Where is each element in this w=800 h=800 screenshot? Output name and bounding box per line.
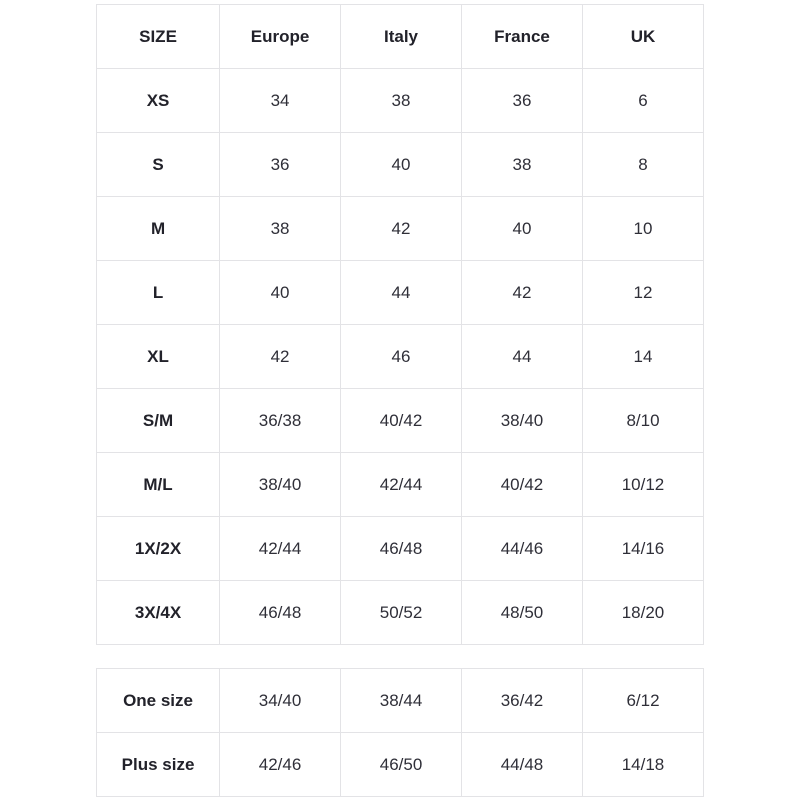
cell-europe: 42/46	[220, 733, 341, 797]
cell-uk: 14/18	[582, 733, 703, 797]
table-row	[97, 389, 704, 453]
cell-france: 36	[462, 69, 583, 133]
cell-italy: 38/44	[341, 669, 462, 733]
table-row	[97, 733, 704, 797]
cell-size: One size	[97, 669, 220, 733]
cell-italy: 40	[341, 133, 462, 197]
cell-uk: 6	[582, 69, 703, 133]
table-row	[97, 581, 704, 645]
cell-uk: 18/20	[582, 581, 703, 645]
column-header-europe: Europe	[220, 5, 341, 69]
column-header-italy: Italy	[341, 5, 462, 69]
cell-italy: 46/48	[341, 517, 462, 581]
table-row	[97, 669, 704, 733]
cell-size: XS	[97, 69, 220, 133]
cell-france: 38	[462, 133, 583, 197]
cell-france: 48/50	[462, 581, 583, 645]
cell-france: 44/48	[462, 733, 583, 797]
main-size-table	[96, 4, 704, 645]
cell-europe: 36	[220, 133, 341, 197]
table-row	[97, 325, 704, 389]
cell-europe: 42	[220, 325, 341, 389]
cell-europe: 36/38	[220, 389, 341, 453]
cell-size: Plus size	[97, 733, 220, 797]
table-row	[97, 261, 704, 325]
cell-size: 3X/4X	[97, 581, 220, 645]
column-header-uk: UK	[582, 5, 703, 69]
table-row	[97, 197, 704, 261]
cell-france: 38/40	[462, 389, 583, 453]
cell-france: 44	[462, 325, 583, 389]
cell-europe: 46/48	[220, 581, 341, 645]
cell-size: M	[97, 197, 220, 261]
cell-europe: 40	[220, 261, 341, 325]
secondary-size-table	[96, 668, 704, 797]
cell-italy: 40/42	[341, 389, 462, 453]
cell-uk: 6/12	[582, 669, 703, 733]
cell-uk: 8/10	[582, 389, 703, 453]
column-header-size: SIZE	[97, 5, 220, 69]
cell-europe: 34	[220, 69, 341, 133]
table-row	[97, 453, 704, 517]
cell-italy: 46	[341, 325, 462, 389]
cell-italy: 42	[341, 197, 462, 261]
table-row	[97, 517, 704, 581]
cell-france: 40/42	[462, 453, 583, 517]
table-row	[97, 133, 704, 197]
cell-uk: 10/12	[582, 453, 703, 517]
cell-size: S/M	[97, 389, 220, 453]
cell-size: 1X/2X	[97, 517, 220, 581]
cell-france: 36/42	[462, 669, 583, 733]
cell-uk: 14	[582, 325, 703, 389]
cell-uk: 8	[582, 133, 703, 197]
cell-europe: 38/40	[220, 453, 341, 517]
cell-italy: 38	[341, 69, 462, 133]
cell-uk: 10	[582, 197, 703, 261]
cell-france: 40	[462, 197, 583, 261]
table-header-row	[97, 5, 704, 69]
cell-size: XL	[97, 325, 220, 389]
secondary-size-table-wrapper	[96, 668, 704, 797]
cell-italy: 44	[341, 261, 462, 325]
cell-europe: 42/44	[220, 517, 341, 581]
cell-italy: 46/50	[341, 733, 462, 797]
cell-size: L	[97, 261, 220, 325]
cell-italy: 50/52	[341, 581, 462, 645]
cell-size: S	[97, 133, 220, 197]
cell-italy: 42/44	[341, 453, 462, 517]
cell-europe: 34/40	[220, 669, 341, 733]
cell-france: 42	[462, 261, 583, 325]
table-row	[97, 69, 704, 133]
cell-europe: 38	[220, 197, 341, 261]
column-header-france: France	[462, 5, 583, 69]
cell-uk: 12	[582, 261, 703, 325]
cell-france: 44/46	[462, 517, 583, 581]
cell-size: M/L	[97, 453, 220, 517]
cell-uk: 14/16	[582, 517, 703, 581]
main-size-table-wrapper	[96, 4, 704, 645]
